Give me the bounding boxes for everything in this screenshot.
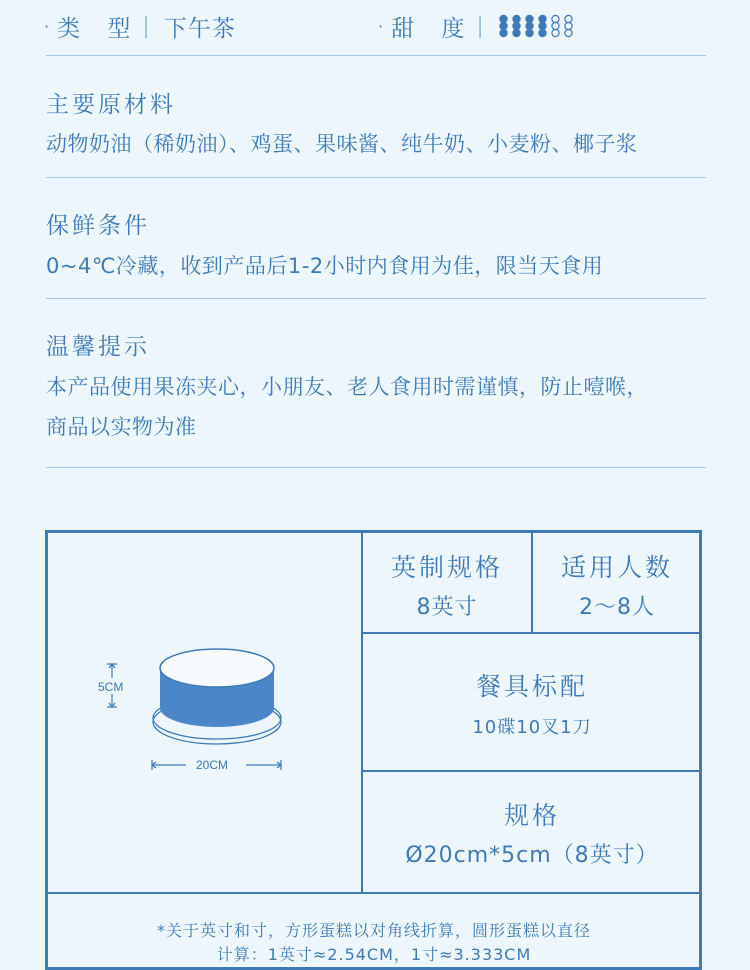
- sweetness-filled-icon: [537, 14, 548, 38]
- section-title-ingredients: 主要原材料: [46, 92, 176, 118]
- table-divider: [361, 632, 701, 634]
- cake-size-diagram: [90, 640, 310, 780]
- section-text-ingredients: 动物奶油（稀奶油）、鸡蛋、果味酱、纯牛奶、小麦粉、椰子浆: [46, 132, 638, 156]
- tableware-value: 10碟10叉1刀: [472, 717, 592, 738]
- sweetness-filled-icon: [524, 14, 535, 38]
- people-title: 适用人数: [560, 553, 673, 582]
- tableware-title: 餐具标配: [475, 672, 588, 701]
- size-note-line2: 计算：1英寸≈2.54CM，1寸≈3.333CM: [216, 945, 532, 964]
- bullet: ·: [44, 16, 50, 36]
- section-text-tips-line1: 本产品使用果冻夹心，小朋友、老人食用时需谨慎，防止噎喉，: [46, 375, 648, 399]
- height-label: 5CM: [98, 680, 124, 694]
- sweetness-filled-icon: [498, 14, 509, 38]
- bullet: ·: [378, 16, 384, 36]
- section-title-tips: 温馨提示: [46, 334, 150, 360]
- sweetness-empty-icon: [550, 14, 561, 38]
- width-label: 20CM: [196, 758, 229, 772]
- divider: [46, 467, 706, 468]
- sweetness-rating: [498, 14, 574, 38]
- type-value: 下午茶: [163, 15, 236, 42]
- size-note-line1: *关于英寸和寸，方形蛋糕以对角线折算，圆形蛋糕以直径: [156, 921, 591, 940]
- divider: [46, 55, 706, 56]
- separator: |: [142, 13, 150, 39]
- sweetness-label: 甜 度: [391, 15, 475, 42]
- cake-top: [160, 649, 274, 687]
- people-value: 2～8人: [579, 595, 655, 620]
- size-title: 英制规格: [390, 553, 503, 582]
- section-text-storage: 0~4℃冷藏，收到产品后1-2小时内食用为佳，限当天食用: [46, 254, 604, 278]
- divider: [46, 177, 706, 178]
- sweetness-filled-icon: [511, 14, 522, 38]
- sweetness-empty-icon: [563, 14, 574, 38]
- separator: |: [476, 13, 484, 39]
- table-divider: [361, 770, 701, 772]
- sweetness-row: [378, 8, 574, 44]
- section-title-storage: 保鲜条件: [46, 213, 150, 239]
- table-divider: [47, 892, 701, 894]
- section-text-tips-line2: 商品以实物为准: [46, 415, 197, 439]
- divider: [46, 298, 706, 299]
- spec-title: 规格: [503, 801, 560, 830]
- type-label: 类 型: [57, 15, 141, 42]
- size-value: 8英寸: [416, 595, 478, 620]
- type-row: [44, 8, 236, 44]
- spec-value: Ø20cm*5cm（8英寸）: [405, 843, 659, 868]
